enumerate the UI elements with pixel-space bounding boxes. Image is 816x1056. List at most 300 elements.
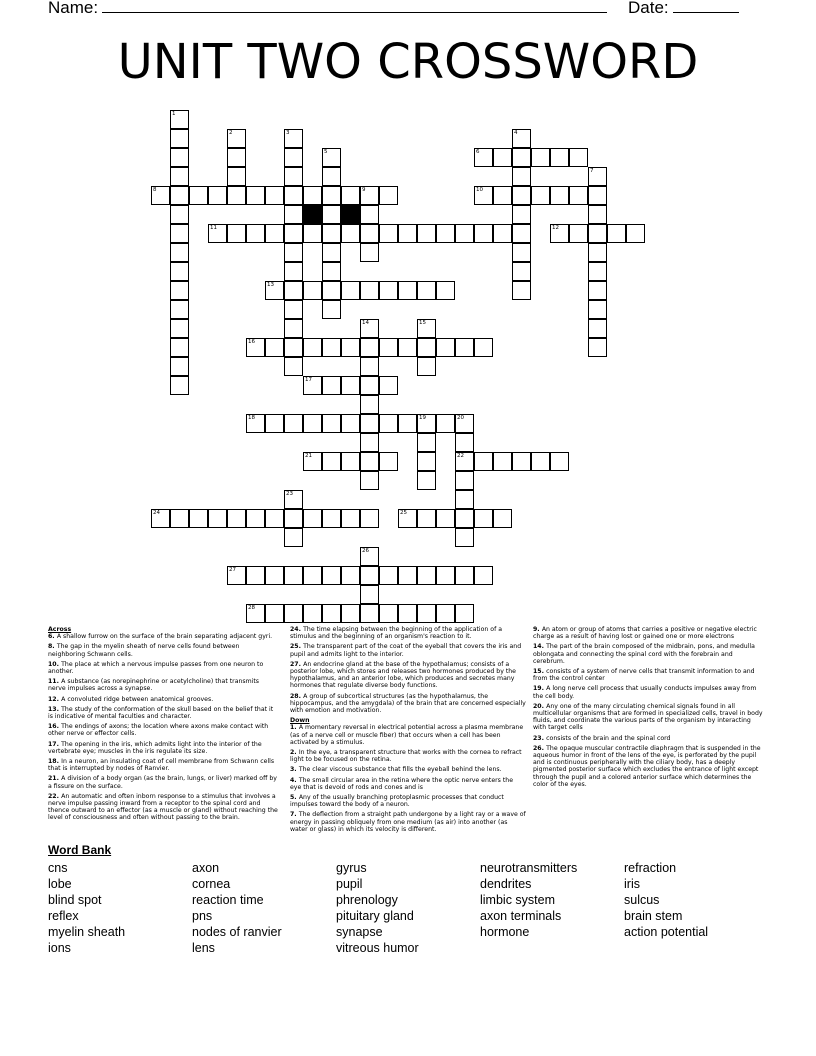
grid-cell[interactable] bbox=[170, 262, 189, 281]
word-bank-item: hormone bbox=[480, 925, 530, 939]
clue-number: 1 bbox=[172, 111, 176, 117]
grid-cell[interactable] bbox=[417, 509, 436, 528]
grid-cell[interactable] bbox=[227, 566, 246, 585]
grid-cell[interactable] bbox=[607, 224, 626, 243]
clue-item-text: Any one of the many circulating chemical signals found in all multicellular organisms that are formed in specialized cells, travel in body fluids, and coordinate the various parts of the organism by interacting with target cells bbox=[533, 702, 763, 732]
clue-item-text: A momentary reversal in electrical potential across a plasma membrane (as of a nerve cell or muscle fiber) that occurs when a cell has been activated by a stimulus. bbox=[290, 724, 524, 746]
grid-cell[interactable] bbox=[341, 509, 360, 528]
grid-cell[interactable] bbox=[379, 452, 398, 471]
clue-item-text: A shallow furrow on the surface of the brain separating adjacent gyri. bbox=[56, 633, 273, 641]
grid-cell[interactable] bbox=[493, 186, 512, 205]
clue-item bbox=[290, 724, 526, 746]
grid-cell[interactable] bbox=[284, 281, 303, 300]
grid-cell[interactable] bbox=[379, 414, 398, 433]
grid-cell[interactable] bbox=[170, 300, 189, 319]
grid-cell[interactable] bbox=[360, 433, 379, 452]
clue-number: 9 bbox=[362, 187, 366, 193]
clue-item-number: 27. bbox=[290, 660, 304, 668]
grid-cell[interactable] bbox=[360, 547, 379, 566]
grid-cell[interactable] bbox=[436, 509, 455, 528]
grid-cell[interactable] bbox=[322, 224, 341, 243]
clue-item-number: 25. bbox=[290, 643, 304, 651]
grid-cell[interactable] bbox=[208, 186, 227, 205]
grid-cell[interactable] bbox=[398, 604, 417, 623]
grid-cell[interactable] bbox=[322, 509, 341, 528]
word-bank-item: neurotransmitters bbox=[480, 861, 578, 875]
grid-cell[interactable] bbox=[265, 186, 284, 205]
grid-cell[interactable] bbox=[474, 224, 493, 243]
grid-cell[interactable] bbox=[455, 604, 474, 623]
word-bank-item: axon terminals bbox=[480, 909, 562, 923]
clue-number: 11 bbox=[210, 225, 217, 231]
grid-cell[interactable] bbox=[379, 224, 398, 243]
grid-cell[interactable] bbox=[512, 262, 531, 281]
clue-item bbox=[533, 626, 765, 640]
clue-item bbox=[48, 696, 278, 703]
grid-cell[interactable] bbox=[303, 224, 322, 243]
grid-cell[interactable] bbox=[265, 566, 284, 585]
word-bank-item: reflex bbox=[48, 909, 79, 923]
grid-cell[interactable] bbox=[436, 414, 455, 433]
grid-cell[interactable] bbox=[170, 319, 189, 338]
clue-item-number: 21. bbox=[48, 775, 62, 783]
grid-cell[interactable] bbox=[284, 129, 303, 148]
grid-cell[interactable] bbox=[417, 281, 436, 300]
grid-cell[interactable] bbox=[303, 281, 322, 300]
grid-cell[interactable] bbox=[322, 205, 341, 224]
grid-cell[interactable] bbox=[322, 243, 341, 262]
grid-cell[interactable] bbox=[265, 224, 284, 243]
word-bank-item: pns bbox=[192, 909, 213, 923]
grid-cell[interactable] bbox=[360, 452, 379, 471]
clue-item-number: 11. bbox=[48, 678, 62, 686]
grid-cell[interactable] bbox=[322, 148, 341, 167]
grid-cell[interactable] bbox=[455, 490, 474, 509]
clue-number: 25 bbox=[400, 510, 407, 516]
grid-cell[interactable] bbox=[170, 338, 189, 357]
grid-cell[interactable] bbox=[626, 224, 645, 243]
grid-cell[interactable] bbox=[512, 205, 531, 224]
grid-cell[interactable] bbox=[360, 395, 379, 414]
grid-cell[interactable] bbox=[284, 167, 303, 186]
grid-cell[interactable] bbox=[284, 319, 303, 338]
clue-number: 12 bbox=[552, 225, 559, 231]
clue-item-number: 17. bbox=[48, 740, 62, 748]
grid-cell[interactable] bbox=[512, 224, 531, 243]
grid-cell[interactable] bbox=[208, 509, 227, 528]
grid-cell[interactable] bbox=[474, 148, 493, 167]
grid-cell[interactable] bbox=[170, 224, 189, 243]
grid-cell[interactable] bbox=[303, 338, 322, 357]
grid-cell[interactable] bbox=[284, 300, 303, 319]
grid-cell[interactable] bbox=[208, 224, 227, 243]
clue-number: 10 bbox=[476, 187, 483, 193]
grid-cell[interactable] bbox=[189, 186, 208, 205]
grid-cell[interactable] bbox=[417, 319, 436, 338]
grid-cell[interactable] bbox=[417, 566, 436, 585]
grid-cell[interactable] bbox=[341, 186, 360, 205]
grid-cell[interactable] bbox=[569, 186, 588, 205]
clue-item bbox=[48, 758, 278, 772]
clue-item bbox=[290, 777, 526, 791]
grid-cell[interactable] bbox=[398, 414, 417, 433]
grid-cell[interactable] bbox=[398, 338, 417, 357]
grid-cell[interactable] bbox=[474, 452, 493, 471]
clues-column-2 bbox=[290, 626, 526, 836]
grid-cell[interactable] bbox=[455, 528, 474, 547]
clue-item-text: The opening in the iris, which admits light into the interior of the vertebrate eye; muscles in the iris regulate its size. bbox=[48, 740, 262, 755]
grid-cell[interactable] bbox=[284, 509, 303, 528]
grid-cell[interactable] bbox=[436, 338, 455, 357]
grid-cell[interactable] bbox=[170, 205, 189, 224]
grid-cell[interactable] bbox=[417, 604, 436, 623]
clue-item bbox=[533, 735, 765, 742]
grid-cell[interactable] bbox=[170, 281, 189, 300]
grid-cell[interactable] bbox=[265, 509, 284, 528]
grid-cell[interactable] bbox=[341, 281, 360, 300]
clue-item-text: The opaque muscular contractile diaphragm that is suspended in the aqueous humor in front of the lens of the eye, is perforated by the pupil and is continuous peripherally with the ciliary body, has a deeply pigmented posterior surface which excludes the entrance of light except through the pupil and a colored anterior surface which determines the color of the eyes. bbox=[533, 744, 761, 788]
clue-item-text: A long nerve cell process that usually conducts impulses away from the cell body. bbox=[533, 685, 757, 700]
clue-item-number: 16. bbox=[48, 723, 62, 731]
grid-cell[interactable] bbox=[227, 509, 246, 528]
grid-cell[interactable] bbox=[265, 281, 284, 300]
grid-cell[interactable] bbox=[322, 300, 341, 319]
grid-cell[interactable] bbox=[588, 205, 607, 224]
grid-cell[interactable] bbox=[322, 167, 341, 186]
grid-cell[interactable] bbox=[246, 186, 265, 205]
grid-cell[interactable] bbox=[512, 129, 531, 148]
grid-cell[interactable] bbox=[455, 509, 474, 528]
grid-cell[interactable] bbox=[341, 376, 360, 395]
grid-cell[interactable] bbox=[170, 509, 189, 528]
grid-cell[interactable] bbox=[303, 376, 322, 395]
grid-cell[interactable] bbox=[322, 186, 341, 205]
date-label: Date: bbox=[628, 0, 669, 17]
grid-cell[interactable] bbox=[341, 224, 360, 243]
grid-cell[interactable] bbox=[455, 224, 474, 243]
clue-item-text: In the eye, a transparent structure that works with the cornea to refract light to be focused on the retina. bbox=[290, 749, 522, 764]
word-bank-item: brain stem bbox=[624, 909, 683, 923]
name-field[interactable] bbox=[102, 0, 607, 13]
clue-number: 22 bbox=[457, 453, 464, 459]
grid-cell[interactable] bbox=[436, 604, 455, 623]
grid-cell[interactable] bbox=[531, 452, 550, 471]
grid-cell[interactable] bbox=[322, 262, 341, 281]
grid-cell[interactable] bbox=[588, 224, 607, 243]
grid-cell[interactable] bbox=[474, 566, 493, 585]
grid-cell[interactable] bbox=[474, 509, 493, 528]
clue-number: 19 bbox=[419, 415, 426, 421]
grid-cell[interactable] bbox=[436, 224, 455, 243]
grid-cell[interactable] bbox=[360, 224, 379, 243]
clue-item bbox=[533, 668, 765, 682]
clue-item bbox=[533, 745, 765, 788]
clue-item-text: The place at which a nervous impulse passes from one neuron to another. bbox=[48, 660, 264, 676]
grid-cell[interactable] bbox=[436, 566, 455, 585]
grid-cell[interactable] bbox=[531, 148, 550, 167]
grid-cell[interactable] bbox=[360, 376, 379, 395]
clue-item-number: 1. bbox=[290, 724, 299, 732]
grid-cell[interactable] bbox=[170, 186, 189, 205]
clue-number: 24 bbox=[153, 510, 160, 516]
grid-cell[interactable] bbox=[322, 452, 341, 471]
grid-cell[interactable] bbox=[417, 414, 436, 433]
grid-cell[interactable] bbox=[360, 509, 379, 528]
grid-cell[interactable] bbox=[417, 452, 436, 471]
grid-cell[interactable] bbox=[455, 433, 474, 452]
word-bank-item: myelin sheath bbox=[48, 925, 126, 939]
clue-item bbox=[533, 685, 765, 699]
grid-cell[interactable] bbox=[246, 566, 265, 585]
grid-cell[interactable] bbox=[512, 452, 531, 471]
grid-cell[interactable] bbox=[550, 148, 569, 167]
grid-cell[interactable] bbox=[246, 414, 265, 433]
grid-cell[interactable] bbox=[512, 167, 531, 186]
word-bank-item: axon bbox=[192, 861, 220, 875]
grid-cell[interactable] bbox=[455, 471, 474, 490]
grid-cell[interactable] bbox=[417, 471, 436, 490]
grid-cell[interactable] bbox=[265, 414, 284, 433]
grid-cell[interactable] bbox=[341, 452, 360, 471]
clue-item-text: A division of a body organ (as the brain, lungs, or liver) marked off by a fissure on the surface. bbox=[48, 775, 277, 790]
black-square bbox=[303, 205, 322, 224]
grid-cell[interactable] bbox=[398, 224, 417, 243]
clue-number: 7 bbox=[590, 168, 594, 174]
grid-cell[interactable] bbox=[360, 319, 379, 338]
grid-cell[interactable] bbox=[417, 357, 436, 376]
grid-cell[interactable] bbox=[588, 186, 607, 205]
word-bank-item: sulcus bbox=[624, 893, 660, 907]
grid-cell[interactable] bbox=[170, 357, 189, 376]
grid-cell[interactable] bbox=[360, 205, 379, 224]
grid-cell[interactable] bbox=[265, 604, 284, 623]
grid-cell[interactable] bbox=[341, 604, 360, 623]
grid-cell[interactable] bbox=[550, 224, 569, 243]
clue-item-text: The endings of axons; the location where axons make contact with other nerve or effector cells. bbox=[48, 723, 269, 738]
clue-number: 6 bbox=[476, 149, 480, 155]
word-bank-item: action potential bbox=[624, 925, 709, 939]
grid-cell[interactable] bbox=[284, 357, 303, 376]
grid-cell[interactable] bbox=[322, 281, 341, 300]
grid-cell[interactable] bbox=[341, 414, 360, 433]
grid-cell[interactable] bbox=[227, 186, 246, 205]
grid-cell[interactable] bbox=[455, 414, 474, 433]
grid-cell[interactable] bbox=[284, 243, 303, 262]
grid-cell[interactable] bbox=[417, 433, 436, 452]
grid-cell[interactable] bbox=[493, 148, 512, 167]
grid-cell[interactable] bbox=[360, 281, 379, 300]
grid-cell[interactable] bbox=[170, 110, 189, 129]
clue-item-number: 20. bbox=[533, 702, 547, 710]
grid-cell[interactable] bbox=[588, 338, 607, 357]
grid-cell[interactable] bbox=[455, 566, 474, 585]
clue-item-text: An endocrine gland at the base of the hypothalamus; consists of a posterior lobe, which stores and releases two hormones produced by the hypothalamus, and an anterior lobe, which produces and secretes many hormones that regulate diverse body functions. bbox=[290, 660, 516, 690]
grid-cell[interactable] bbox=[417, 338, 436, 357]
grid-cell[interactable] bbox=[588, 319, 607, 338]
grid-cell[interactable] bbox=[360, 604, 379, 623]
clue-item-number: 23. bbox=[533, 734, 547, 742]
clue-item-text: A convoluted ridge between anatomical grooves. bbox=[61, 695, 214, 703]
clue-item-number: 3. bbox=[290, 766, 299, 774]
grid-cell[interactable] bbox=[512, 148, 531, 167]
grid-cell[interactable] bbox=[246, 509, 265, 528]
grid-cell[interactable] bbox=[151, 509, 170, 528]
grid-cell[interactable] bbox=[246, 604, 265, 623]
word-bank-item: synapse bbox=[336, 925, 383, 939]
grid-cell[interactable] bbox=[284, 414, 303, 433]
grid-cell[interactable] bbox=[455, 338, 474, 357]
grid-cell[interactable] bbox=[569, 224, 588, 243]
word-bank-item: pupil bbox=[336, 877, 363, 891]
clue-item-number: 13. bbox=[48, 705, 62, 713]
grid-cell[interactable] bbox=[360, 243, 379, 262]
grid-cell[interactable] bbox=[303, 186, 322, 205]
grid-cell[interactable] bbox=[360, 471, 379, 490]
clue-item bbox=[48, 723, 278, 737]
grid-cell[interactable] bbox=[265, 338, 284, 357]
grid-cell[interactable] bbox=[284, 490, 303, 509]
word-bank-item: reaction time bbox=[192, 893, 264, 907]
grid-cell[interactable] bbox=[303, 604, 322, 623]
grid-cell[interactable] bbox=[360, 338, 379, 357]
word-bank-item: phrenology bbox=[336, 893, 398, 907]
grid-cell[interactable] bbox=[379, 281, 398, 300]
grid-cell[interactable] bbox=[417, 224, 436, 243]
grid-cell[interactable] bbox=[360, 566, 379, 585]
grid-cell[interactable] bbox=[341, 338, 360, 357]
grid-cell[interactable] bbox=[227, 167, 246, 186]
page-title: UNIT TWO CROSSWORD bbox=[117, 34, 699, 90]
grid-cell[interactable] bbox=[588, 262, 607, 281]
clue-number: 23 bbox=[286, 491, 293, 497]
clue-number: 28 bbox=[248, 605, 255, 611]
grid-cell[interactable] bbox=[322, 414, 341, 433]
clue-item-text: consists of a system of nerve cells that transmit information to and from the control center bbox=[533, 668, 755, 683]
grid-cell[interactable] bbox=[303, 566, 322, 585]
grid-cell[interactable] bbox=[398, 509, 417, 528]
grid-cell[interactable] bbox=[569, 148, 588, 167]
clue-number: 3 bbox=[286, 130, 290, 136]
grid-cell[interactable] bbox=[227, 148, 246, 167]
grid-cell[interactable] bbox=[455, 452, 474, 471]
grid-cell[interactable] bbox=[379, 604, 398, 623]
clue-item-number: 28. bbox=[290, 692, 304, 700]
grid-cell[interactable] bbox=[284, 205, 303, 224]
grid-cell[interactable] bbox=[284, 566, 303, 585]
clue-item-text: The transparent part of the coat of the eyeball that covers the iris and pupil and admits light to the interior. bbox=[290, 643, 522, 658]
grid-cell[interactable] bbox=[189, 509, 208, 528]
grid-cell[interactable] bbox=[379, 338, 398, 357]
grid-cell[interactable] bbox=[360, 414, 379, 433]
grid-cell[interactable] bbox=[360, 357, 379, 376]
grid-cell[interactable] bbox=[227, 224, 246, 243]
grid-cell[interactable] bbox=[493, 224, 512, 243]
grid-cell[interactable] bbox=[398, 281, 417, 300]
grid-cell[interactable] bbox=[512, 243, 531, 262]
grid-cell[interactable] bbox=[550, 452, 569, 471]
grid-cell[interactable] bbox=[379, 566, 398, 585]
grid-cell[interactable] bbox=[284, 148, 303, 167]
grid-cell[interactable] bbox=[284, 186, 303, 205]
clue-item bbox=[48, 633, 278, 640]
clue-item-text: A substance (as norepinephrine or acetylcholine) that transmits nerve impulses across a synapse. bbox=[48, 678, 260, 693]
grid-cell[interactable] bbox=[303, 452, 322, 471]
grid-cell[interactable] bbox=[398, 566, 417, 585]
word-bank-item: refraction bbox=[624, 861, 677, 875]
grid-cell[interactable] bbox=[303, 509, 322, 528]
grid-cell[interactable] bbox=[379, 376, 398, 395]
grid-cell[interactable] bbox=[550, 186, 569, 205]
grid-cell[interactable] bbox=[474, 338, 493, 357]
grid-cell[interactable] bbox=[322, 338, 341, 357]
grid-cell[interactable] bbox=[303, 414, 322, 433]
grid-cell[interactable] bbox=[322, 376, 341, 395]
grid-cell[interactable] bbox=[588, 167, 607, 186]
clue-item-text: An atom or group of atoms that carries a positive or negative electric charge as a result of having lost or gained one or more electrons bbox=[533, 626, 757, 641]
clue-item-text: A group of subcortical structures (as the hypothalamus, the hippocampus, and the amygdala) of the brain that are concerned especially with emotion and motivation. bbox=[290, 692, 526, 715]
grid-cell[interactable] bbox=[284, 224, 303, 243]
date-field[interactable] bbox=[673, 0, 739, 13]
grid-cell[interactable] bbox=[588, 300, 607, 319]
grid-cell[interactable] bbox=[170, 243, 189, 262]
grid-cell[interactable] bbox=[512, 186, 531, 205]
grid-cell[interactable] bbox=[284, 262, 303, 281]
clue-number: 5 bbox=[324, 149, 328, 155]
grid-cell[interactable] bbox=[379, 186, 398, 205]
grid-cell[interactable] bbox=[284, 528, 303, 547]
grid-cell[interactable] bbox=[322, 566, 341, 585]
clue-number: 17 bbox=[305, 377, 312, 383]
grid-cell[interactable] bbox=[246, 224, 265, 243]
grid-cell[interactable] bbox=[493, 452, 512, 471]
grid-cell[interactable] bbox=[588, 243, 607, 262]
clue-item-text: Any of the usually branching protoplasmic processes that conduct impulses toward the body of a neuron. bbox=[290, 794, 504, 809]
clue-item bbox=[48, 793, 278, 822]
grid-cell[interactable] bbox=[246, 338, 265, 357]
grid-cell[interactable] bbox=[284, 604, 303, 623]
grid-cell[interactable] bbox=[512, 281, 531, 300]
grid-cell[interactable] bbox=[531, 186, 550, 205]
grid-cell[interactable] bbox=[360, 186, 379, 205]
grid-cell[interactable] bbox=[588, 281, 607, 300]
clue-item bbox=[290, 766, 526, 773]
clue-item-number: 10. bbox=[48, 660, 62, 668]
grid-cell[interactable] bbox=[151, 186, 170, 205]
clue-item-number: 22. bbox=[48, 792, 62, 800]
clue-item-number: 4. bbox=[290, 776, 299, 784]
clue-item-text: The clear viscous substance that fills the eyeball behind the lens. bbox=[298, 766, 502, 774]
word-bank-item: vitreous humor bbox=[336, 941, 419, 955]
grid-cell[interactable] bbox=[170, 148, 189, 167]
word-bank-item: gyrus bbox=[336, 861, 367, 875]
grid-cell[interactable] bbox=[360, 585, 379, 604]
grid-cell[interactable] bbox=[284, 338, 303, 357]
grid-cell[interactable] bbox=[227, 129, 246, 148]
grid-cell[interactable] bbox=[322, 604, 341, 623]
grid-cell[interactable] bbox=[170, 376, 189, 395]
grid-cell[interactable] bbox=[341, 566, 360, 585]
word-bank-item: dendrites bbox=[480, 877, 532, 891]
clue-item bbox=[48, 775, 278, 789]
black-square bbox=[341, 205, 360, 224]
grid-cell[interactable] bbox=[170, 129, 189, 148]
grid-cell[interactable] bbox=[474, 186, 493, 205]
clue-item-text: An automatic and often inborn response to a stimulus that involves a nerve impulse passing inward from a receptor to the spinal cord and thence outward to an effector (as a muscle or gland) without reaching the level of consciousness and often without passing to the brain. bbox=[48, 792, 278, 822]
clue-number: 13 bbox=[267, 282, 274, 288]
grid-cell[interactable] bbox=[493, 509, 512, 528]
grid-cell[interactable] bbox=[436, 281, 455, 300]
grid-cell[interactable] bbox=[170, 167, 189, 186]
